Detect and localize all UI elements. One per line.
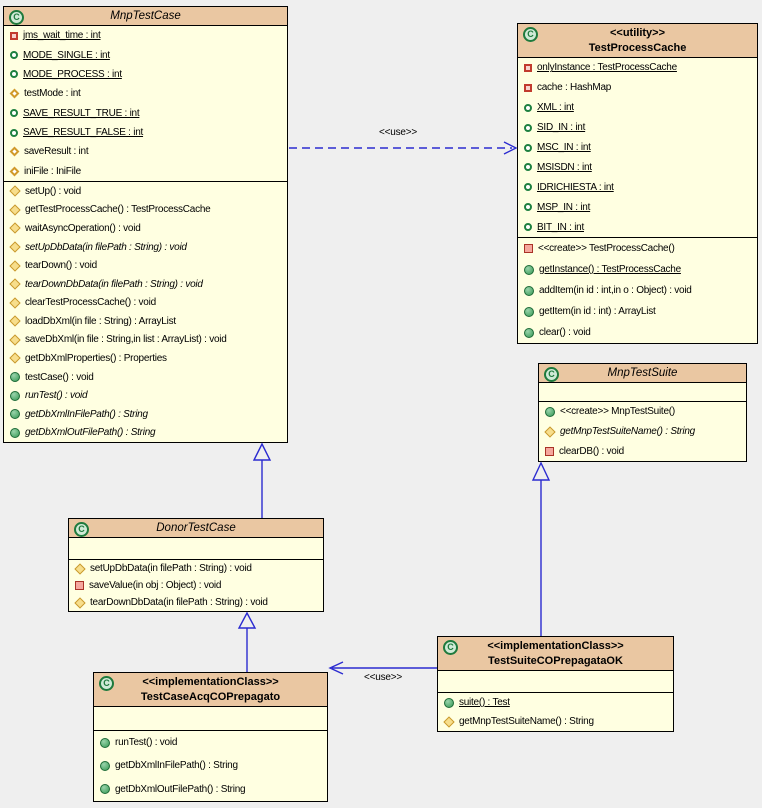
attribute-text: onlyInstance : TestProcessCache — [537, 62, 677, 74]
methods-compartment — [518, 237, 757, 343]
attribute-row[interactable] — [4, 162, 287, 181]
class-name: TestProcessCache — [588, 42, 687, 54]
visibility-public-icon — [524, 307, 534, 317]
method-row[interactable] — [4, 201, 287, 220]
class-name: MnpTestCase — [110, 10, 181, 22]
visibility-public-icon — [524, 163, 532, 171]
visibility-protected-icon — [74, 597, 85, 608]
visibility-public-icon — [524, 203, 532, 211]
method-text: getDbXmlOutFilePath() : String — [115, 783, 246, 795]
attribute-row[interactable] — [4, 84, 287, 103]
class-box-testprocesscache[interactable] — [517, 23, 758, 344]
attribute-row[interactable] — [518, 58, 757, 78]
class-icon: C — [544, 367, 559, 382]
attribute-text: MODE_SINGLE : int — [23, 49, 110, 61]
visibility-public-icon — [524, 104, 532, 112]
attributes-compartment — [94, 707, 327, 730]
attribute-text: MSISDN : int — [537, 161, 592, 173]
method-text: setUp() : void — [25, 185, 81, 197]
methods-compartment — [438, 692, 673, 731]
use-dependency-arrow[interactable] — [289, 142, 516, 154]
methods-compartment — [4, 181, 287, 442]
visibility-public-icon — [10, 109, 18, 117]
method-row[interactable] — [4, 293, 287, 312]
visibility-protected-icon — [9, 204, 20, 215]
method-row[interactable] — [438, 693, 673, 712]
visibility-protected-icon — [443, 716, 454, 727]
method-row[interactable] — [69, 594, 323, 611]
visibility-public-icon — [100, 761, 110, 771]
method-row[interactable] — [4, 405, 287, 424]
method-row[interactable] — [4, 256, 287, 275]
method-row[interactable] — [539, 402, 746, 422]
visibility-public-icon — [524, 223, 532, 231]
class-box-donortestcase[interactable] — [68, 518, 324, 612]
class-box-testcaseacqcoprepagato[interactable] — [93, 672, 328, 802]
visibility-public-icon — [10, 51, 18, 59]
class-box-testsuitecoprepagataok[interactable] — [437, 636, 674, 732]
visibility-public-icon — [100, 784, 110, 794]
method-row[interactable] — [4, 331, 287, 350]
class-title-bar — [4, 7, 287, 26]
visibility-public-icon — [524, 144, 532, 152]
method-row[interactable] — [4, 386, 287, 405]
visibility-public-icon — [524, 124, 532, 132]
attribute-text: BIT_IN : int — [537, 221, 585, 233]
method-row[interactable] — [69, 577, 323, 594]
method-text: tearDown() : void — [25, 260, 97, 272]
method-text: getTestProcessCache() : TestProcessCache — [25, 204, 211, 216]
class-stereotype: <<utility>> — [609, 27, 666, 39]
visibility-public-icon — [545, 407, 555, 417]
method-text: runTest() : void — [115, 737, 178, 749]
visibility-protected-icon — [74, 563, 85, 574]
method-row[interactable] — [539, 441, 746, 461]
class-icon: C — [99, 676, 114, 691]
method-text: clear() : void — [539, 327, 591, 338]
attribute-row[interactable] — [4, 26, 287, 45]
class-name: DonorTestCase — [156, 522, 236, 534]
attribute-row[interactable] — [4, 123, 287, 142]
class-title-bar — [94, 673, 327, 707]
attribute-text: SAVE_RESULT_TRUE : int — [23, 107, 140, 119]
method-text: setUpDbData(in filePath : String) : void — [90, 563, 252, 574]
method-text: getDbXmlInFilePath() : String — [25, 408, 148, 420]
visibility-public-icon — [10, 372, 20, 382]
method-text: clearDB() : void — [559, 445, 624, 457]
visibility-protected-icon — [9, 279, 20, 290]
visibility-protected-icon — [9, 316, 20, 327]
visibility-protected-icon — [10, 89, 20, 99]
method-row[interactable] — [4, 349, 287, 368]
class-name: TestCaseAcqCOPrepagato — [140, 691, 281, 703]
method-row[interactable] — [518, 238, 757, 259]
attribute-text: IDRICHIESTA : int — [537, 181, 614, 193]
method-text: getItem(in id : int) : ArrayList — [539, 306, 656, 317]
attribute-row[interactable] — [4, 65, 287, 84]
generalization-arrow-testsuitecoprepagataok[interactable] — [533, 463, 549, 636]
method-row[interactable] — [4, 238, 287, 257]
visibility-public-icon — [444, 698, 454, 708]
methods-compartment — [94, 730, 327, 801]
visibility-private-icon — [10, 32, 18, 40]
class-stereotype: <<implementationClass>> — [142, 676, 279, 688]
method-text: getDbXmlOutFilePath() : String — [25, 427, 156, 439]
method-text: loadDbXml(in file : String) : ArrayList — [25, 315, 176, 327]
attribute-row[interactable] — [518, 118, 757, 138]
visibility-protected-icon — [9, 260, 20, 271]
visibility-protected-icon — [9, 297, 20, 308]
method-text: clearTestProcessCache() : void — [25, 297, 156, 309]
attribute-row[interactable] — [518, 157, 757, 177]
class-box-mnptestcase[interactable] — [3, 6, 288, 443]
visibility-protected-icon — [9, 334, 20, 345]
method-text: waitAsyncOperation() : void — [25, 222, 141, 234]
use-stereotype-label: <<use>> — [363, 672, 403, 683]
method-row[interactable] — [4, 312, 287, 331]
visibility-public-icon — [10, 428, 20, 438]
method-text: testCase() : void — [25, 371, 94, 383]
method-row[interactable] — [4, 219, 287, 238]
method-row[interactable] — [518, 322, 757, 343]
visibility-private-icon — [545, 447, 554, 456]
visibility-private-icon — [524, 84, 532, 92]
method-text: <<create>> MnpTestSuite() — [560, 406, 675, 418]
visibility-public-icon — [10, 70, 18, 78]
attribute-text: MSP_IN : int — [537, 201, 591, 213]
use-stereotype-label: <<use>> — [378, 127, 418, 138]
method-text: saveValue(in obj : Object) : void — [89, 580, 222, 591]
class-icon: C — [443, 640, 458, 655]
attribute-text: XML : int — [537, 102, 574, 114]
method-row[interactable] — [518, 280, 757, 301]
method-text: saveDbXml(in file : String,in list : ArrayList) : void — [25, 334, 227, 346]
visibility-protected-icon — [10, 166, 20, 176]
class-stereotype: <<implementationClass>> — [487, 640, 624, 652]
class-box-mnptestsuite[interactable] — [538, 363, 747, 462]
visibility-protected-icon — [10, 147, 20, 157]
attribute-text: SID_IN : int — [537, 122, 586, 134]
visibility-public-icon — [524, 265, 534, 275]
method-row[interactable] — [518, 259, 757, 280]
attribute-row[interactable] — [518, 98, 757, 118]
attribute-text: testMode : int — [24, 88, 81, 100]
visibility-private-icon — [524, 64, 532, 72]
visibility-public-icon — [100, 738, 110, 748]
attribute-row[interactable] — [4, 142, 287, 161]
method-row[interactable] — [4, 275, 287, 294]
generalization-arrow-testcaseacqcoprepagato[interactable] — [239, 613, 255, 672]
visibility-protected-icon — [9, 223, 20, 234]
visibility-protected-icon — [9, 186, 20, 197]
method-row[interactable] — [4, 424, 287, 442]
attributes-compartment — [539, 383, 746, 401]
method-text: getInstance() : TestProcessCache — [539, 264, 681, 275]
method-row[interactable] — [518, 301, 757, 322]
class-title-bar — [69, 519, 323, 538]
method-row[interactable] — [4, 182, 287, 201]
attribute-text: MODE_PROCESS : int — [23, 68, 122, 80]
attribute-text: cache : HashMap — [537, 82, 612, 94]
method-row[interactable] — [94, 731, 327, 754]
class-icon: C — [74, 522, 89, 537]
class-name: TestSuiteCOPrepagataOK — [488, 655, 623, 667]
attribute-text: SAVE_RESULT_FALSE : int — [23, 127, 144, 139]
method-row[interactable] — [94, 754, 327, 777]
attribute-row[interactable] — [518, 78, 757, 98]
method-text: getDbXmlProperties() : Properties — [25, 352, 167, 364]
method-text: tearDownDbData(in filePath : String) : void — [25, 278, 203, 290]
methods-compartment — [539, 401, 746, 461]
attribute-row[interactable] — [518, 217, 757, 237]
method-row[interactable] — [4, 368, 287, 387]
method-text: getMnpTestSuiteName() : String — [560, 426, 695, 437]
attribute-text: saveResult : int — [24, 146, 89, 158]
visibility-private-icon — [75, 581, 84, 590]
method-text: tearDownDbData(in filePath : String) : void — [90, 597, 268, 608]
visibility-public-icon — [10, 409, 20, 419]
attribute-text: iniFile : IniFile — [24, 165, 81, 177]
visibility-public-icon — [10, 391, 20, 401]
attributes-compartment — [69, 538, 323, 559]
class-icon: C — [9, 10, 24, 25]
attributes-compartment — [518, 58, 757, 237]
visibility-public-icon — [10, 129, 18, 137]
visibility-protected-icon — [9, 353, 20, 364]
method-text: addItem(in id : int,in o : Object) : void — [539, 285, 692, 296]
visibility-protected-icon — [9, 241, 20, 252]
class-icon: C — [523, 27, 538, 42]
method-text: suite() : Test — [459, 697, 510, 708]
attribute-text: MSC_IN : int — [537, 142, 591, 153]
visibility-protected-icon — [544, 426, 555, 437]
attributes-compartment — [4, 26, 287, 181]
method-row[interactable] — [94, 778, 327, 801]
attribute-text: jms_wait_time : int — [23, 30, 101, 42]
method-row[interactable] — [438, 712, 673, 731]
generalization-arrow-donortestcase[interactable] — [254, 444, 270, 518]
visibility-public-icon — [524, 328, 534, 338]
method-row[interactable] — [69, 560, 323, 577]
attribute-row[interactable] — [518, 138, 757, 158]
attribute-row[interactable] — [518, 177, 757, 197]
attributes-compartment — [438, 671, 673, 692]
visibility-public-icon — [524, 183, 532, 191]
attribute-row[interactable] — [4, 104, 287, 123]
method-text: runTest() : void — [25, 390, 88, 402]
method-text: setUpDbData(in filePath : String) : void — [25, 241, 187, 253]
method-text: getDbXmlInFilePath() : String — [115, 760, 238, 772]
class-name: MnpTestSuite — [607, 367, 678, 379]
visibility-private-icon — [524, 244, 533, 253]
method-row[interactable] — [539, 422, 746, 442]
class-title-bar — [438, 637, 673, 671]
attribute-row[interactable] — [518, 197, 757, 217]
method-text: <<create>> TestProcessCache() — [538, 243, 675, 254]
methods-compartment — [69, 559, 323, 611]
method-text: getMnpTestSuiteName() : String — [459, 716, 594, 727]
attribute-row[interactable] — [4, 45, 287, 64]
class-title-bar — [518, 24, 757, 58]
visibility-public-icon — [524, 286, 534, 296]
class-title-bar — [539, 364, 746, 383]
